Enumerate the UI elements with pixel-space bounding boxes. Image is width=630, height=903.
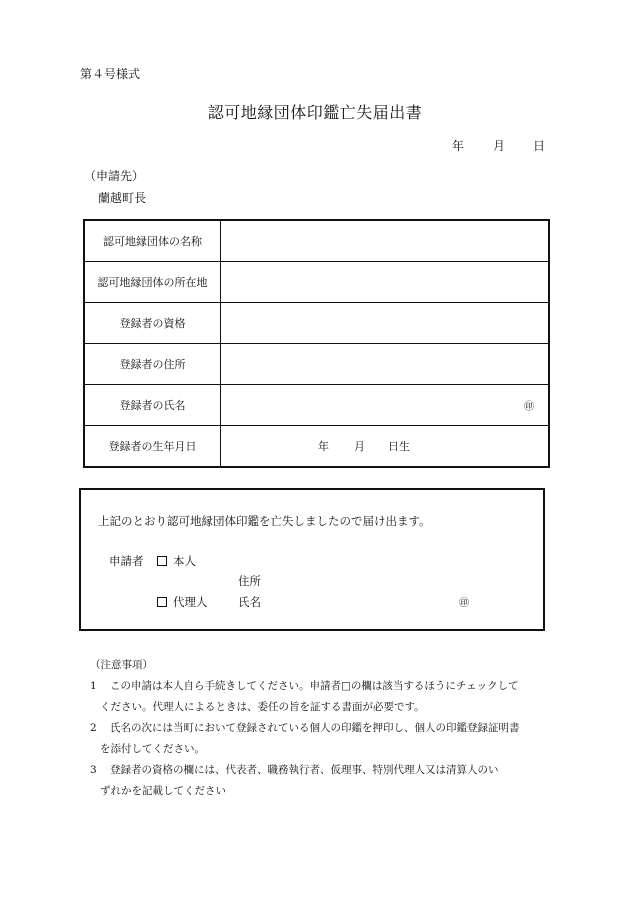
note-line: を添付してください。 xyxy=(100,743,205,755)
date-day-label: 日 xyxy=(533,139,546,153)
seal-mark: ㊞ xyxy=(524,401,534,413)
applicant-address-label: 住所 xyxy=(238,574,261,588)
table-row xyxy=(84,220,549,262)
applicant-label: 申請者 xyxy=(109,554,144,568)
note-item xyxy=(80,718,560,760)
option-self[interactable] xyxy=(157,553,196,569)
self-checkbox[interactable] xyxy=(157,556,167,566)
registrant-qualification-field[interactable] xyxy=(221,303,550,344)
row-label-registrant-qualification: 登録者の資格 xyxy=(84,303,221,344)
declaration-statement: 上記のとおり認可地縁団体印鑑を亡失しましたので届け出ます。 xyxy=(98,514,431,528)
note-item xyxy=(80,676,560,718)
table-row xyxy=(84,303,549,344)
row-label-group-name: 認可地縁団体の名称 xyxy=(84,220,221,262)
recipient-label: （申請先） xyxy=(84,169,145,183)
seal-mark: ㊞ xyxy=(459,598,469,609)
registration-info-table xyxy=(83,219,550,468)
applicant-name-label: 氏名 xyxy=(238,595,261,609)
group-name-field[interactable] xyxy=(221,220,550,262)
self-option-label: 本人 xyxy=(173,554,196,568)
table-row xyxy=(84,262,549,303)
group-address-field[interactable] xyxy=(221,262,550,303)
table-row xyxy=(84,425,549,467)
row-label-registrant-name: 登録者の氏名 xyxy=(84,384,221,425)
notes-header: （注意事項） xyxy=(90,659,153,671)
registrant-address-field[interactable] xyxy=(221,343,550,384)
agent-option-label: 代理人 xyxy=(173,595,208,609)
row-label-registrant-address: 登録者の住所 xyxy=(84,343,221,384)
declaration-box xyxy=(79,488,545,631)
row-label-group-address: 認可地縁団体の所在地 xyxy=(84,262,221,303)
note-line: ずれかを記載してください xyxy=(100,785,226,797)
note-line: ください。代理人によるときは、委任の旨を証する書面が必要です。 xyxy=(100,701,425,713)
table-row xyxy=(84,343,549,384)
table-row xyxy=(84,384,549,425)
dob-day-label: 日生 xyxy=(388,439,410,453)
dob-year-label: 年 xyxy=(318,439,329,453)
note-line: 氏名の次には当町において登録されている個人の印鑑を押印し、個人の印鑑登録証明書 xyxy=(110,722,520,734)
date-month-label: 月 xyxy=(493,139,506,153)
notes-section xyxy=(80,655,560,802)
dob-month-label: 月 xyxy=(354,439,365,453)
row-label-registrant-dob: 登録者の生年月日 xyxy=(84,425,221,467)
recipient-name: 蘭越町長 xyxy=(98,191,147,205)
note-number: 3 xyxy=(90,764,97,776)
note-number: 2 xyxy=(90,722,97,734)
option-agent[interactable] xyxy=(157,594,208,610)
note-item xyxy=(80,760,560,802)
registrant-dob-field[interactable] xyxy=(221,425,550,467)
note-line: この申請は本人自ら手続きしてください。申請者□の欄は該当するほうにチェックして xyxy=(110,680,519,692)
form-number: 第４号様式 xyxy=(80,67,141,81)
note-line: 登録者の資格の欄には、代表者、職務執行者、仮理事、特別代理人又は清算人のい xyxy=(110,764,499,776)
note-number: 1 xyxy=(90,680,97,692)
registrant-name-field[interactable] xyxy=(221,384,550,425)
agent-checkbox[interactable] xyxy=(157,597,167,607)
date-year-label: 年 xyxy=(452,139,465,153)
document-title: 認可地縁団体印鑑亡失届出書 xyxy=(207,103,423,122)
